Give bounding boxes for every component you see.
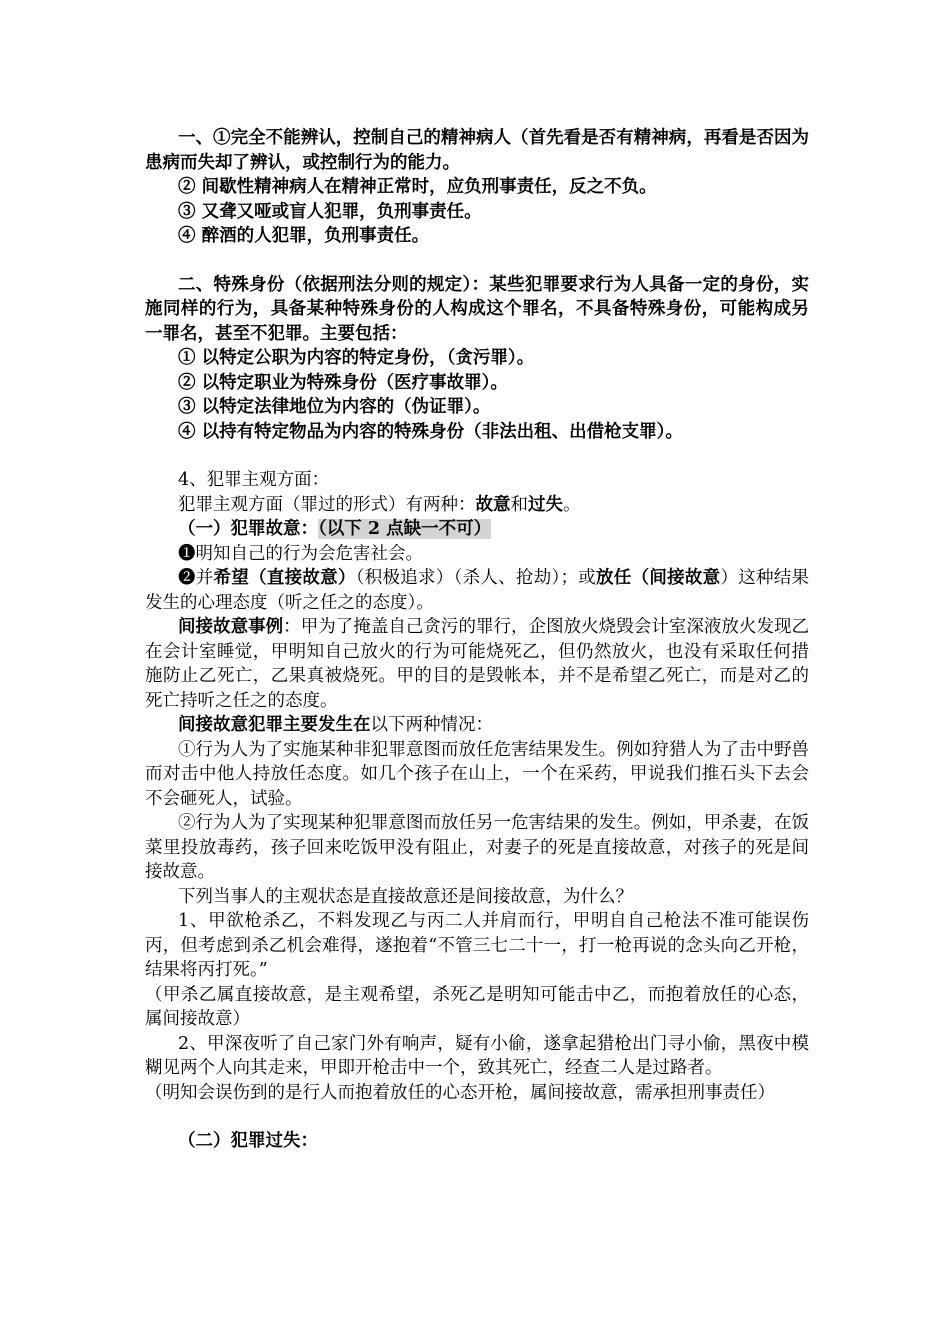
section2-item-1: ① 以特定公职为内容的特定身份，（贪污罪）。 (178, 348, 535, 368)
highlight-note: （以下 2 点缺一不可） (318, 519, 492, 539)
section1-item-2: ② 间歇性精神病人在精神正常时，应负刑事责任，反之不负。 (178, 177, 657, 197)
document-page (145, 126, 809, 1154)
section2-intro: 二、特殊身份（依据刑法分则的规定）：某些犯罪要求行为人具备一定的身份，实施同样的行为，具备某种特殊身份的人构成这个罪名，不具备特殊身份，可能构成另一罪名，甚至不犯罪。主要包括： (145, 274, 809, 344)
negligence-heading: （二）犯罪过失： (178, 1131, 318, 1151)
section2-item-2: ② 以特定职业为特殊身份（医疗事故罪）。 (178, 372, 508, 393)
answer-1: （甲杀乙属直接故意，是主观希望，杀死乙是明知可能击中乙，而抱着放任的心态，属间接故意） (145, 984, 809, 1029)
section4-heading: 4、犯罪主观方面： (178, 470, 330, 490)
intent-point-2: ❷并希望（直接故意）（积极追求）（杀人、抢劫）；或放任（间接故意）这种结果发生的心理态度（听之任之的态度）。 (145, 568, 810, 613)
answer-2: （明知会误伤到的是行人而抱着放任的心态开枪，属间接故意，需承担刑事责任） (145, 1082, 775, 1103)
section2-item-3: ③ 以特定法律地位为内容的（伪证罪）。 (178, 397, 491, 417)
spacer (145, 1105, 809, 1129)
spacer (145, 444, 809, 468)
question-1: 1、甲欲枪杀乙，不料发现乙与丙二人并肩而行，甲明自自己枪法不准可能误伤丙，但考虑到杀乙机会难得，遂抱着“不管三七二十一，打一枪再说的念头向乙开枪，结果将丙打死。” (145, 911, 809, 980)
case-1: ①行为人为了实施某种非犯罪意图而放任危害结果发生。例如狩猎人为了击中野兽而对击中他人持放任态度。如几个孩子在山上，一个在采药，甲说我们推石头下去会不会砸死人，试验。 (145, 739, 809, 809)
case-2: ②行为人为了实现某种犯罪意图而放任另一危害结果的发生。例如，甲杀妻，在饭菜里投放毒药，孩子回来吃饭甲没有阻止，对妻子的死是直接故意，对孩子的死是间接故意。 (145, 813, 809, 882)
indirect-intent-example: 间接故意事例：甲为了掩盖自己贪污的罪行，企图放火烧毁会计室深液放火发现乙在会计室睡觉，甲明知自己放火的行为可能烧死乙，但仍然放火，也没有采取任何措施防止乙死亡，乙果真被烧死。甲的目的是毁帐本，并不是希望乙死亡，而是对乙的死亡持听之任之的态度。 (145, 617, 809, 711)
spacer (145, 249, 809, 273)
intent-heading: （一）犯罪故意：（以下 2 点缺一不可） (178, 519, 492, 539)
section2-item-4: ④ 以持有特定物品为内容的特殊身份（非法出租、出借枪支罪）。 (178, 421, 683, 442)
cases-heading: 间接故意犯罪主要发生在以下两种情况： (178, 715, 493, 735)
intent-point-1: ❶明知自己的行为会危害社会。 (178, 543, 423, 564)
section1-item-3: ③ 又聋又哑或盲人犯罪，负刑事责任。 (178, 201, 482, 222)
question: 下列当事人的主观状态是直接故意还是间接故意，为什么？ (178, 886, 633, 907)
guilt-forms: 犯罪主观方面（罪过的形式）有两种：故意和过失。 (178, 494, 581, 515)
question-2: 2、甲深夜听了自己家门外有响声，疑有小偷，遂拿起猎枪出门寻小偷，黑夜中模糊见两个人向其走来，甲即开枪击中一个，致其死亡，经查二人是过路者。 (145, 1033, 809, 1078)
section1-item-4: ④ 醉酒的人犯罪，负刑事责任。 (178, 226, 430, 246)
section1-intro: 一、①完全不能辨认，控制自己的精神病人（首先看是否有精神病，再看是否因为患病而失却了辨认，或控制行为的能力。 (145, 128, 809, 173)
